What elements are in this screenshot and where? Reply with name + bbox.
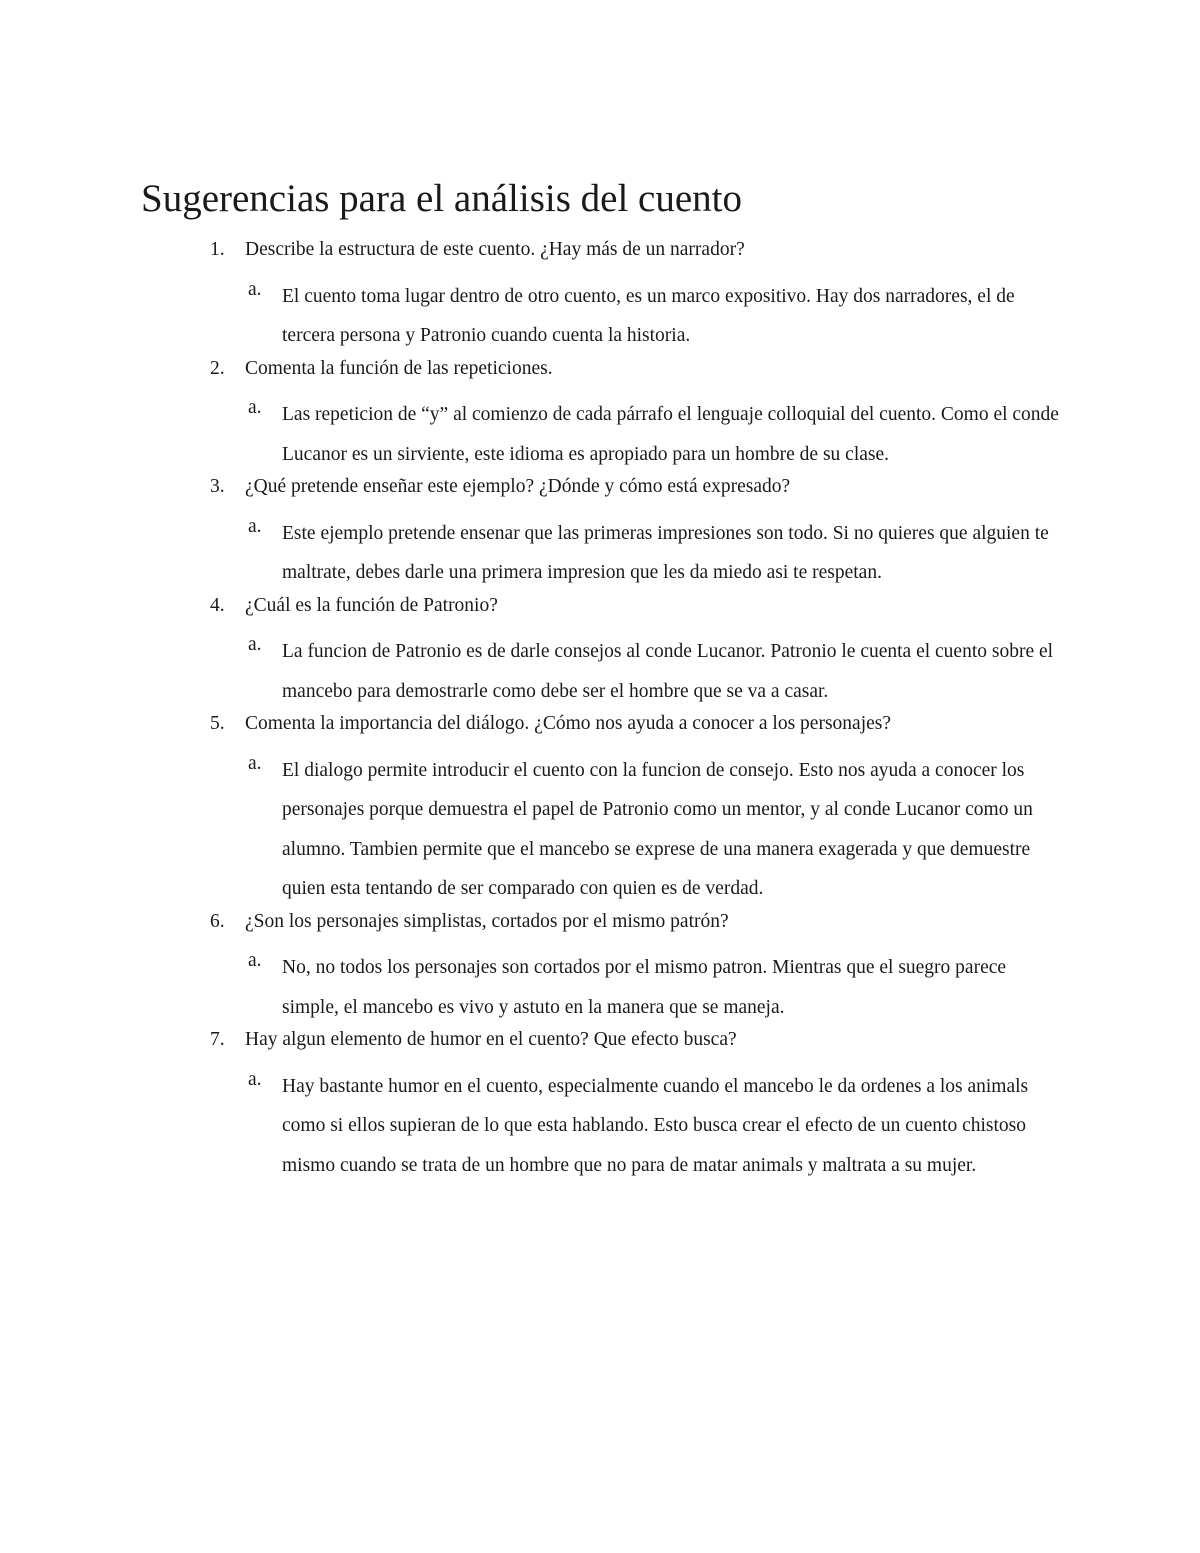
question-item (0, 593, 1200, 712)
question-number: 6. (210, 910, 225, 932)
answer-letter: a. (248, 752, 262, 774)
question-item (0, 474, 1200, 593)
question-number: 2. (210, 357, 225, 379)
question-item (0, 1027, 1200, 1185)
answer-item (0, 395, 1200, 474)
answer-letter: a. (248, 515, 262, 537)
question-text: Hay algun elemento de humor en el cuento? Que efecto busca? (245, 1029, 737, 1050)
answer-text: Este ejemplo pretende ensenar que las primeras impresiones son todo. Si no quieres que alguien te maltrate, debes darle una primera impresion que les da miedo asi te respetan. (282, 522, 1049, 583)
question-number: 5. (210, 713, 225, 734)
answer-letter: a. (248, 278, 262, 300)
question-text: Comenta la importancia del diálogo. ¿Cómo nos ayuda a conocer a los personajes? (245, 713, 892, 734)
answer-item (0, 277, 1200, 356)
question-text: ¿Son los personajes simplistas, cortados por el mismo patrón? (245, 910, 729, 932)
question-number: 1. (210, 239, 225, 260)
question-text: ¿Qué pretende enseñar este ejemplo? ¿Dónde y cómo está expresado? (245, 476, 791, 497)
answer-text: La funcion de Patronio es de darle consejos al conde Lucanor. Patronio le cuenta el cuento sobre el mancebo para demostrarle como debe ser el hombre que se va a casar. (282, 641, 1054, 702)
question-number: 7. (210, 1029, 225, 1050)
question-item (0, 909, 1200, 1028)
answer-text: Hay bastante humor en el cuento, especialmente cuando el mancebo le da ordenes a los animals como si ellos supieran de lo que esta hablando. Esto busca crear el efecto de un cuento chistoso mismo cuando se trata de un hombre que no para de matar animals y maltrata a su mujer. (282, 1075, 1029, 1176)
answer-text: No, no todos los personajes son cortados por el mismo patron. Mientras que el suegro parece simple, el mancebo es vivo y astuto en la manera que se maneja. (282, 957, 1007, 1018)
answer-item (0, 632, 1200, 711)
answer-item (0, 948, 1200, 1027)
answer-item (0, 514, 1200, 593)
question-item (0, 711, 1200, 909)
question-list (0, 237, 1200, 1185)
question-number: 3. (210, 476, 225, 497)
question-number: 4. (210, 594, 225, 616)
answer-letter: a. (248, 397, 262, 418)
question-text: Comenta la función de las repeticiones. (245, 357, 553, 379)
answer-letter: a. (248, 1068, 262, 1090)
answer-letter: a. (248, 634, 262, 655)
page-title: Sugerencias para el análisis del cuento (141, 177, 743, 220)
answer-item (0, 1067, 1200, 1186)
answer-text: El cuento toma lugar dentro de otro cuento, es un marco expositivo. Hay dos narradores, el de tercera persona y Patronio cuando cuenta la historia. (282, 285, 1015, 346)
answer-letter: a. (248, 950, 262, 971)
question-text: ¿Cuál es la función de Patronio? (245, 594, 498, 616)
question-item (0, 237, 1200, 356)
question-text: Describe la estructura de este cuento. ¿Hay más de un narrador? (245, 239, 745, 260)
answer-text: Las repeticion de “y” al comienzo de cada párrafo el lenguaje colloquial del cuento. Como el conde Lucanor es un sirviente, este idioma es apropiado para un hombre de su clase. (282, 404, 1059, 465)
answer-item (0, 751, 1200, 909)
answer-text: El dialogo permite introducir el cuento con la funcion de consejo. Esto nos ayuda a conocer los personajes porque demuestra el papel de Patronio como un mentor, y al conde Lucanor como un alumno. Tambien permite que el mancebo se exprese de una manera exagerada y que demuestre quien esta tentando de ser comparado con quien es de verdad. (282, 759, 1033, 899)
question-item (0, 356, 1200, 475)
